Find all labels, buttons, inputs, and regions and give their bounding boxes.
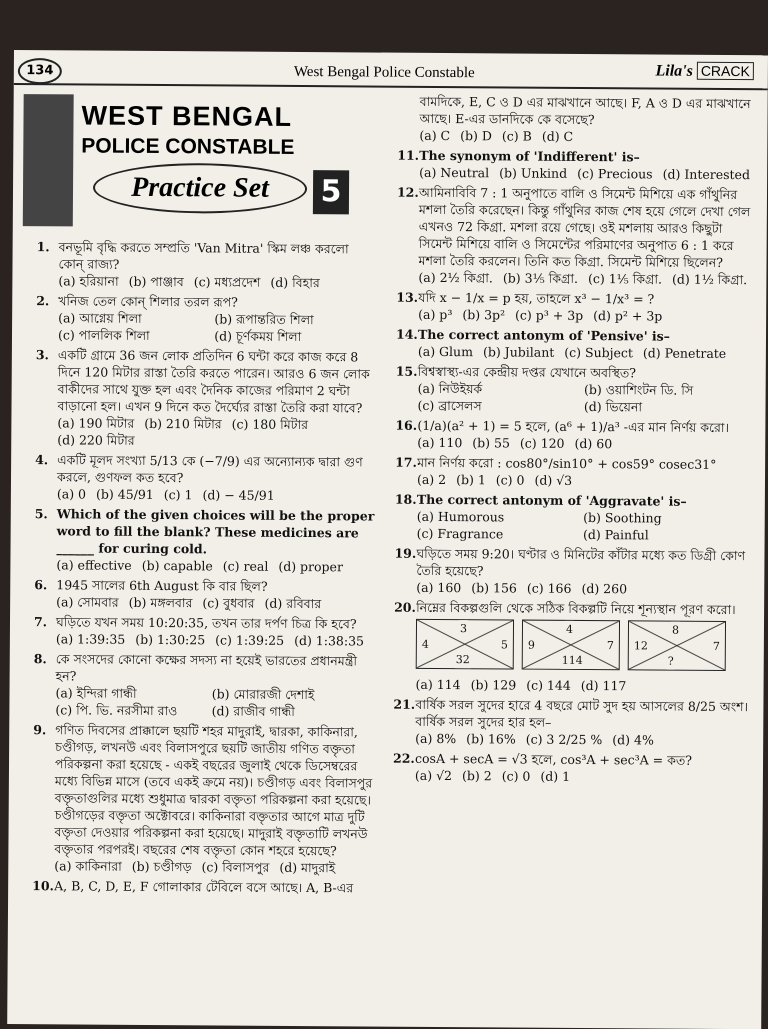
question-number: 5.	[34, 506, 48, 522]
answer-option: (c) Precious	[577, 165, 653, 182]
question-text: ঘড়িতে যখন সময় 10:20:35, তখন তার দর্পণ চিত্র কি হবে?	[55, 614, 357, 632]
right-column	[393, 93, 760, 790]
question-number: 11.	[397, 147, 420, 163]
options	[54, 857, 372, 876]
question	[395, 491, 757, 545]
question	[34, 576, 374, 612]
options	[415, 730, 755, 749]
options	[416, 579, 756, 598]
question-number: 2.	[36, 293, 50, 309]
question	[33, 650, 373, 720]
question-number: 18.	[394, 491, 417, 507]
answer-option: (d) রবিবার	[264, 595, 322, 612]
question	[394, 545, 756, 599]
question	[397, 93, 759, 147]
question-number: 6.	[34, 577, 48, 593]
options	[56, 556, 374, 575]
question	[32, 877, 372, 896]
answer-option: (a) effective	[56, 557, 132, 573]
answer-option: (a) 114	[415, 676, 461, 693]
answer-option: (a) 110	[417, 434, 463, 451]
answer-option: (b) 16%	[466, 731, 516, 747]
options	[56, 630, 374, 649]
book-page	[7, 50, 768, 1029]
answer-option: (c) পি. ভি. নরসীমা রাও	[55, 702, 178, 719]
left-column	[32, 238, 377, 899]
answer-option: (d) 220 মিটার	[57, 432, 135, 448]
running-title: West Bengal Police Constable	[293, 63, 475, 82]
answer-option: (b) capable	[141, 557, 213, 574]
question-text: বার্ষিক সরল সুদের হারে 4 বছরে মোট সুদ হয় আসলের 8/25 অংশ। বার্ষিক সরল সুদের হার হল–	[415, 696, 749, 730]
question-number: 19.	[394, 545, 417, 561]
answer-option: (b) 210 মিটার	[144, 415, 222, 432]
question-text: Which of the given choices will be the proper word to fill the blank? These medicines are ______ for curing cold.	[56, 506, 375, 557]
answer-option: (a) সোমবার	[56, 594, 119, 610]
box-number: 4	[565, 621, 574, 638]
question	[396, 184, 759, 289]
answer-option: (b) 2	[462, 768, 492, 784]
answer-option: (c) বুধবার	[202, 595, 255, 611]
figure-boxes	[416, 619, 756, 675]
answer-option: (a) C	[419, 127, 451, 144]
question	[397, 147, 759, 184]
answer-option: (a) 0	[56, 486, 87, 502]
options	[416, 676, 756, 695]
answer-option: (b) চণ্ডীগড়	[131, 858, 192, 875]
question	[395, 363, 757, 417]
question-number: 10.	[32, 878, 54, 894]
answer-option: (a) নিউইয়র্ক	[417, 380, 483, 397]
options	[56, 593, 374, 612]
question-text: নিম্নের বিকল্পগুলি থেকে সঠিক বিকল্পটি নিয়ে শূন্যস্থান পূরণ করো।	[416, 599, 736, 618]
question	[395, 417, 757, 454]
question-text: বামদিকে, E, C ও D এর মাঝখানে আছে। F, A ও D এর মাঝখানে আছে। E-এর ডানদিকে কে বসেছে?	[419, 93, 751, 128]
practice-set-banner	[23, 94, 384, 229]
answer-option: (c) মধ্যপ্রদেশ	[193, 274, 261, 290]
answer-option: (d) 60	[574, 435, 613, 452]
question-text: The synonym of 'Indifferent' is–	[419, 147, 640, 165]
options	[58, 309, 376, 345]
question-number: 8.	[33, 651, 47, 667]
answer-option: (d) C	[541, 128, 574, 144]
question	[36, 238, 376, 291]
question	[35, 451, 375, 504]
answer-option: (b) মঙ্গলবার	[128, 594, 193, 611]
question-text: কে সংসদের কোনো কক্ষের সদস্য না হয়েই ভারতের প্রধানমন্ত্রী হন?	[55, 651, 358, 684]
box-number: 8	[671, 622, 680, 639]
answer-option: (d) 1½ কিগ্রা.	[672, 271, 748, 288]
question	[396, 326, 758, 363]
answer-option: (d) Penetrate	[642, 345, 727, 361]
answer-option: (b) D	[460, 128, 492, 144]
question-text: বিশ্বস্বাস্থ্য-এর কেন্দ্রীয় দপ্তর যেখানে অবস্থিত?	[417, 363, 637, 381]
answer-option: (d) 1	[540, 768, 571, 784]
answer-option: (a) 160	[416, 579, 462, 596]
answer-option: (d) 117	[580, 677, 627, 694]
question-number: 21.	[393, 696, 416, 712]
answer-option: (c) বিলাসপুর	[201, 859, 270, 875]
answer-option: (a) 190 মিটার	[57, 415, 135, 431]
banner-subtitle: POLICE CONSTABLE	[81, 134, 295, 159]
answer-option: (d) √3	[534, 472, 573, 488]
question	[34, 505, 374, 575]
question-number: 1.	[36, 239, 50, 255]
answer-option: (c) 1	[163, 487, 193, 503]
options	[418, 269, 758, 288]
question-number: 12.	[396, 184, 419, 200]
question-number: 7.	[33, 614, 48, 630]
answer-option: (a) p³	[418, 306, 453, 323]
answer-option: (a) 2½ কিগ্রা.	[418, 269, 493, 286]
set-number-badge: 5	[313, 170, 349, 214]
options	[419, 127, 759, 146]
answer-option: (c) 0	[501, 768, 531, 784]
box-number: 32	[455, 651, 471, 668]
answer-option: (b) 3p²	[462, 307, 506, 323]
answer-option: (c) 1⅕ কিগ্রা.	[587, 271, 663, 287]
question-number: 15.	[395, 363, 418, 379]
options	[417, 471, 757, 490]
answer-option: (c) 144	[526, 677, 571, 693]
question	[32, 721, 373, 876]
question-text: যদি x − 1/x = p হয়, তাহলে x³ − 1/x³ = ?	[418, 289, 655, 307]
answer-option: (d) 260	[581, 580, 628, 597]
brand-script: Lila's	[655, 62, 693, 80]
answer-option: (a) আগ্নেয় শিলা	[58, 310, 142, 326]
question-text: আমিনাবিবি 7 : 1 অনুপাতে বালি ও সিমেন্ট মিশিয়ে এক গাঁথুনির মশলা তৈরি করেছেন। কিন্তু গাঁথুনির কাজ শেষ হয়ে গেলে দেখা গেল এখনও 72 কিগ্রা. মশলা রয়ে গেছে। ওই মশলায় আরও কিছুটা সিমেন্ট মিশিয়ে বালি ও সিমেন্টের পরিমাণের অনুপাত 6 : 1 করে মশলা তৈরি করলেন। তিনি কত কিগ্রা. সিমেন্ট মিশিয়ে ছিলেন?	[418, 184, 751, 270]
options	[415, 767, 755, 786]
number-box	[522, 620, 620, 671]
answer-option: (b) Unkind	[499, 165, 568, 181]
box-number: 7	[712, 638, 721, 655]
question-text: গণিত দিবসের প্রাক্কালে ছয়টি শহর মাদুরাই, দ্বারকা, কাকিনারা, চণ্ডীগড়, লখনউ এবং বিলাসপুরে ছয়টি জাতীয় গণিত বক্তৃতা পরিকল্পনা করা হয়েছে - একই বছরের জুলাই থেকে ডিসেম্বরের মধ্যে বিভিন্ন মাসে (তবে একই ক্রমে নয়)। চণ্ডীগড় এবং বিলাসপুর বক্তৃতাগুলির মধ্যে শুধুমাত্র দ্বারকা বক্তৃতা পরিকল্পনা করা হয়েছে। চণ্ডীগড়ের বক্তৃতা অক্টোবরে। কাকিনারা বক্তৃতার আগে মাত্র দুটি বক্তৃতা দেওয়ার পরিকল্পনা করা হয়েছে। মাদুরাই বক্তৃতাটি লখনউ বক্তৃতার পরপরই। বছরের শেষ বক্তৃতা কোন শহরে হয়েছে?	[54, 722, 373, 859]
answer-option: (b) 156	[471, 580, 517, 596]
answer-option: (a) হরিয়ানা	[58, 273, 119, 289]
question	[35, 346, 376, 450]
answer-option: (d) ভিয়েনা	[583, 398, 643, 415]
box-number: 114	[561, 652, 584, 669]
answer-option: (d) বিহার	[270, 274, 320, 291]
question-text: ঘড়িতে সময় 9:20। ঘণ্টার ও মিনিটের কাঁটার মধ্যে কত ডিগ্রী কোণ তৈরি হয়েছে?	[416, 545, 746, 579]
answer-option: (d) চূর্ণকময় শিলা	[214, 328, 302, 345]
answer-option: (a) Humorous	[416, 508, 505, 525]
answer-option: (b) পাঞ্জাব	[128, 273, 184, 290]
number-box	[416, 619, 514, 670]
answer-option: (c) 180 মিটার	[231, 416, 309, 433]
answer-option: (c) 1:39:25	[215, 632, 285, 648]
answer-option: (b) ওয়াশিংটন ডি. সি	[583, 381, 694, 398]
box-number: 7	[606, 637, 615, 654]
header-rule	[14, 83, 768, 90]
answer-option: (d) − 45/91	[202, 487, 275, 503]
answer-option: (d) রাজীব গান্ধী	[211, 703, 295, 719]
box-number: 9	[527, 637, 536, 654]
answer-option: (a) 2	[416, 471, 447, 488]
box-number: 12	[633, 637, 649, 654]
answer-option: (c) 166	[526, 580, 572, 596]
question-text: 1945 সালের 6th August কি বার ছিল?	[56, 577, 268, 594]
answer-option: (b) 3⅕ কিগ্রা.	[502, 270, 579, 286]
answer-option: (a) 1:39:35	[55, 631, 126, 647]
question-number	[397, 93, 419, 144]
options	[57, 414, 375, 450]
answer-option: (c) B	[501, 128, 532, 144]
answer-option: (c) 3 2/25 %	[525, 731, 603, 748]
answer-option: (b) 45/91	[95, 486, 154, 502]
options	[57, 485, 375, 504]
answer-option: (b) 129	[470, 677, 517, 693]
question-text: cosA + secA = √3 হলে, cos³A + sec³A = কত?	[415, 750, 693, 768]
question	[393, 750, 755, 787]
question	[393, 696, 755, 750]
answer-option: (d) মাদুরাই	[279, 859, 336, 876]
answer-option: (c) ব্রাসেলস	[417, 397, 482, 414]
question-number: 16.	[395, 417, 418, 433]
question-number: 4.	[35, 452, 49, 468]
answer-option: (b) মোরারজী দেশাই	[211, 686, 315, 703]
answer-option: (a) √2	[414, 767, 453, 784]
question-number: 14.	[395, 326, 418, 342]
question-text: একটি মূলদ সংখ্যা 5/13 কে (−7/9) এর অন্যোন্যক দ্বারা গুণ করলে, গুণফল কত হবে?	[56, 452, 363, 486]
options	[58, 272, 376, 291]
answer-option: (b) 1:30:25	[135, 631, 206, 648]
answer-option: (a) Neutral	[419, 164, 490, 181]
question	[394, 599, 757, 696]
question-text: একটি গ্রামে 36 জন লোক প্রতিদিন 6 ঘন্টা করে কাজ করে 8 দিনে 120 মিটার রাস্তা তৈরি করতে পারেন। আরও 6 জন লোক বাকীদের সাথে যুক্ত হল এবং দৈনিক কাজের পরিমাণ 2 ঘন্টা বাড়ানো হল। এখন 9 দিনে কত দৈর্ঘ্যের রাস্তা তৈরি করা যাবে?	[57, 347, 370, 416]
number-box	[628, 620, 726, 671]
options	[419, 164, 759, 183]
options	[417, 508, 757, 544]
question-number: 17.	[395, 454, 417, 470]
answer-option: (a) ইন্দিরা গান্ধী	[55, 685, 137, 701]
answer-option: (b) 55	[472, 435, 511, 451]
question-text: A, B, C, D, E, F গোলাকার টেবিলে বসে আছে। A, B-এর	[54, 878, 354, 896]
brand-logo	[655, 62, 753, 81]
options	[418, 343, 758, 362]
answer-option: (a) Glum	[417, 343, 474, 360]
options	[417, 380, 757, 416]
question-text: The correct antonym of 'Aggravate' is–	[416, 491, 687, 509]
question	[34, 613, 374, 649]
question-number: 20.	[394, 599, 416, 615]
answer-option: (b) রূপান্তরিত শিলা	[214, 311, 314, 328]
question-number: 22.	[393, 750, 415, 766]
question-text: বনভূমি বৃদ্ধি করতে সম্প্রতি 'Van Mitra' স্কিম লঞ্চ করলো কোন্ রাজ্য?	[58, 239, 349, 272]
banner-practice-set: Practice Set	[93, 163, 307, 214]
answer-option: (a) 8%	[415, 730, 457, 747]
page-number: 134	[18, 58, 62, 84]
answer-option: (c) 0	[495, 472, 525, 488]
answer-option: (d) proper	[278, 558, 344, 575]
answer-option: (c) real	[222, 558, 269, 574]
question-number: 13.	[396, 289, 419, 305]
question-number: 3.	[35, 347, 49, 363]
box-number: ?	[667, 653, 675, 670]
answer-option: (c) 120	[519, 435, 565, 451]
answer-option: (b) Soothing	[583, 509, 662, 526]
box-number: 5	[500, 636, 509, 653]
question-text: খনিজ তেল কোন্ শিলার তরল রূপ?	[58, 293, 238, 310]
answer-option: (c) p³ + 3p	[515, 307, 584, 323]
question-text: মান নির্ণয় করো : cos80°/sin10° + cos59° cosec31°	[417, 454, 717, 472]
answer-option: (b) Jubilant	[482, 344, 555, 360]
answer-option: (d) 4%	[612, 732, 654, 748]
brand-word: CRACK	[697, 62, 754, 80]
question	[396, 289, 758, 326]
answer-option: (c) Fragrance	[416, 525, 504, 542]
answer-option: (a) কাকিনারা	[54, 858, 122, 874]
question	[36, 292, 376, 345]
answer-option: (c) Subject	[564, 344, 634, 361]
question-text: The correct antonym of 'Pensive' is–	[417, 326, 671, 344]
answer-option: (d) Interested	[662, 166, 751, 183]
question-number: 9.	[33, 722, 47, 738]
options	[55, 684, 373, 720]
answer-option: (d) 1:38:35	[294, 632, 365, 649]
answer-option: (b) 1	[456, 472, 486, 488]
banner-photo	[23, 94, 74, 226]
answer-option: (c) পাললিক শিলা	[57, 327, 150, 343]
answer-option: (d) Painful	[582, 526, 649, 543]
banner-title: WEST BENGAL	[81, 100, 293, 132]
options	[417, 434, 757, 453]
options	[418, 306, 758, 325]
answer-option: (d) p² + 3p	[593, 308, 663, 324]
box-number: 4	[421, 636, 430, 653]
question-text: (1/a)(a² + 1) = 5 হলে, (a⁶ + 1)/a³ -এর মান নির্ণয় করো।	[417, 417, 730, 436]
question	[395, 454, 757, 491]
box-number: 3	[459, 620, 468, 637]
